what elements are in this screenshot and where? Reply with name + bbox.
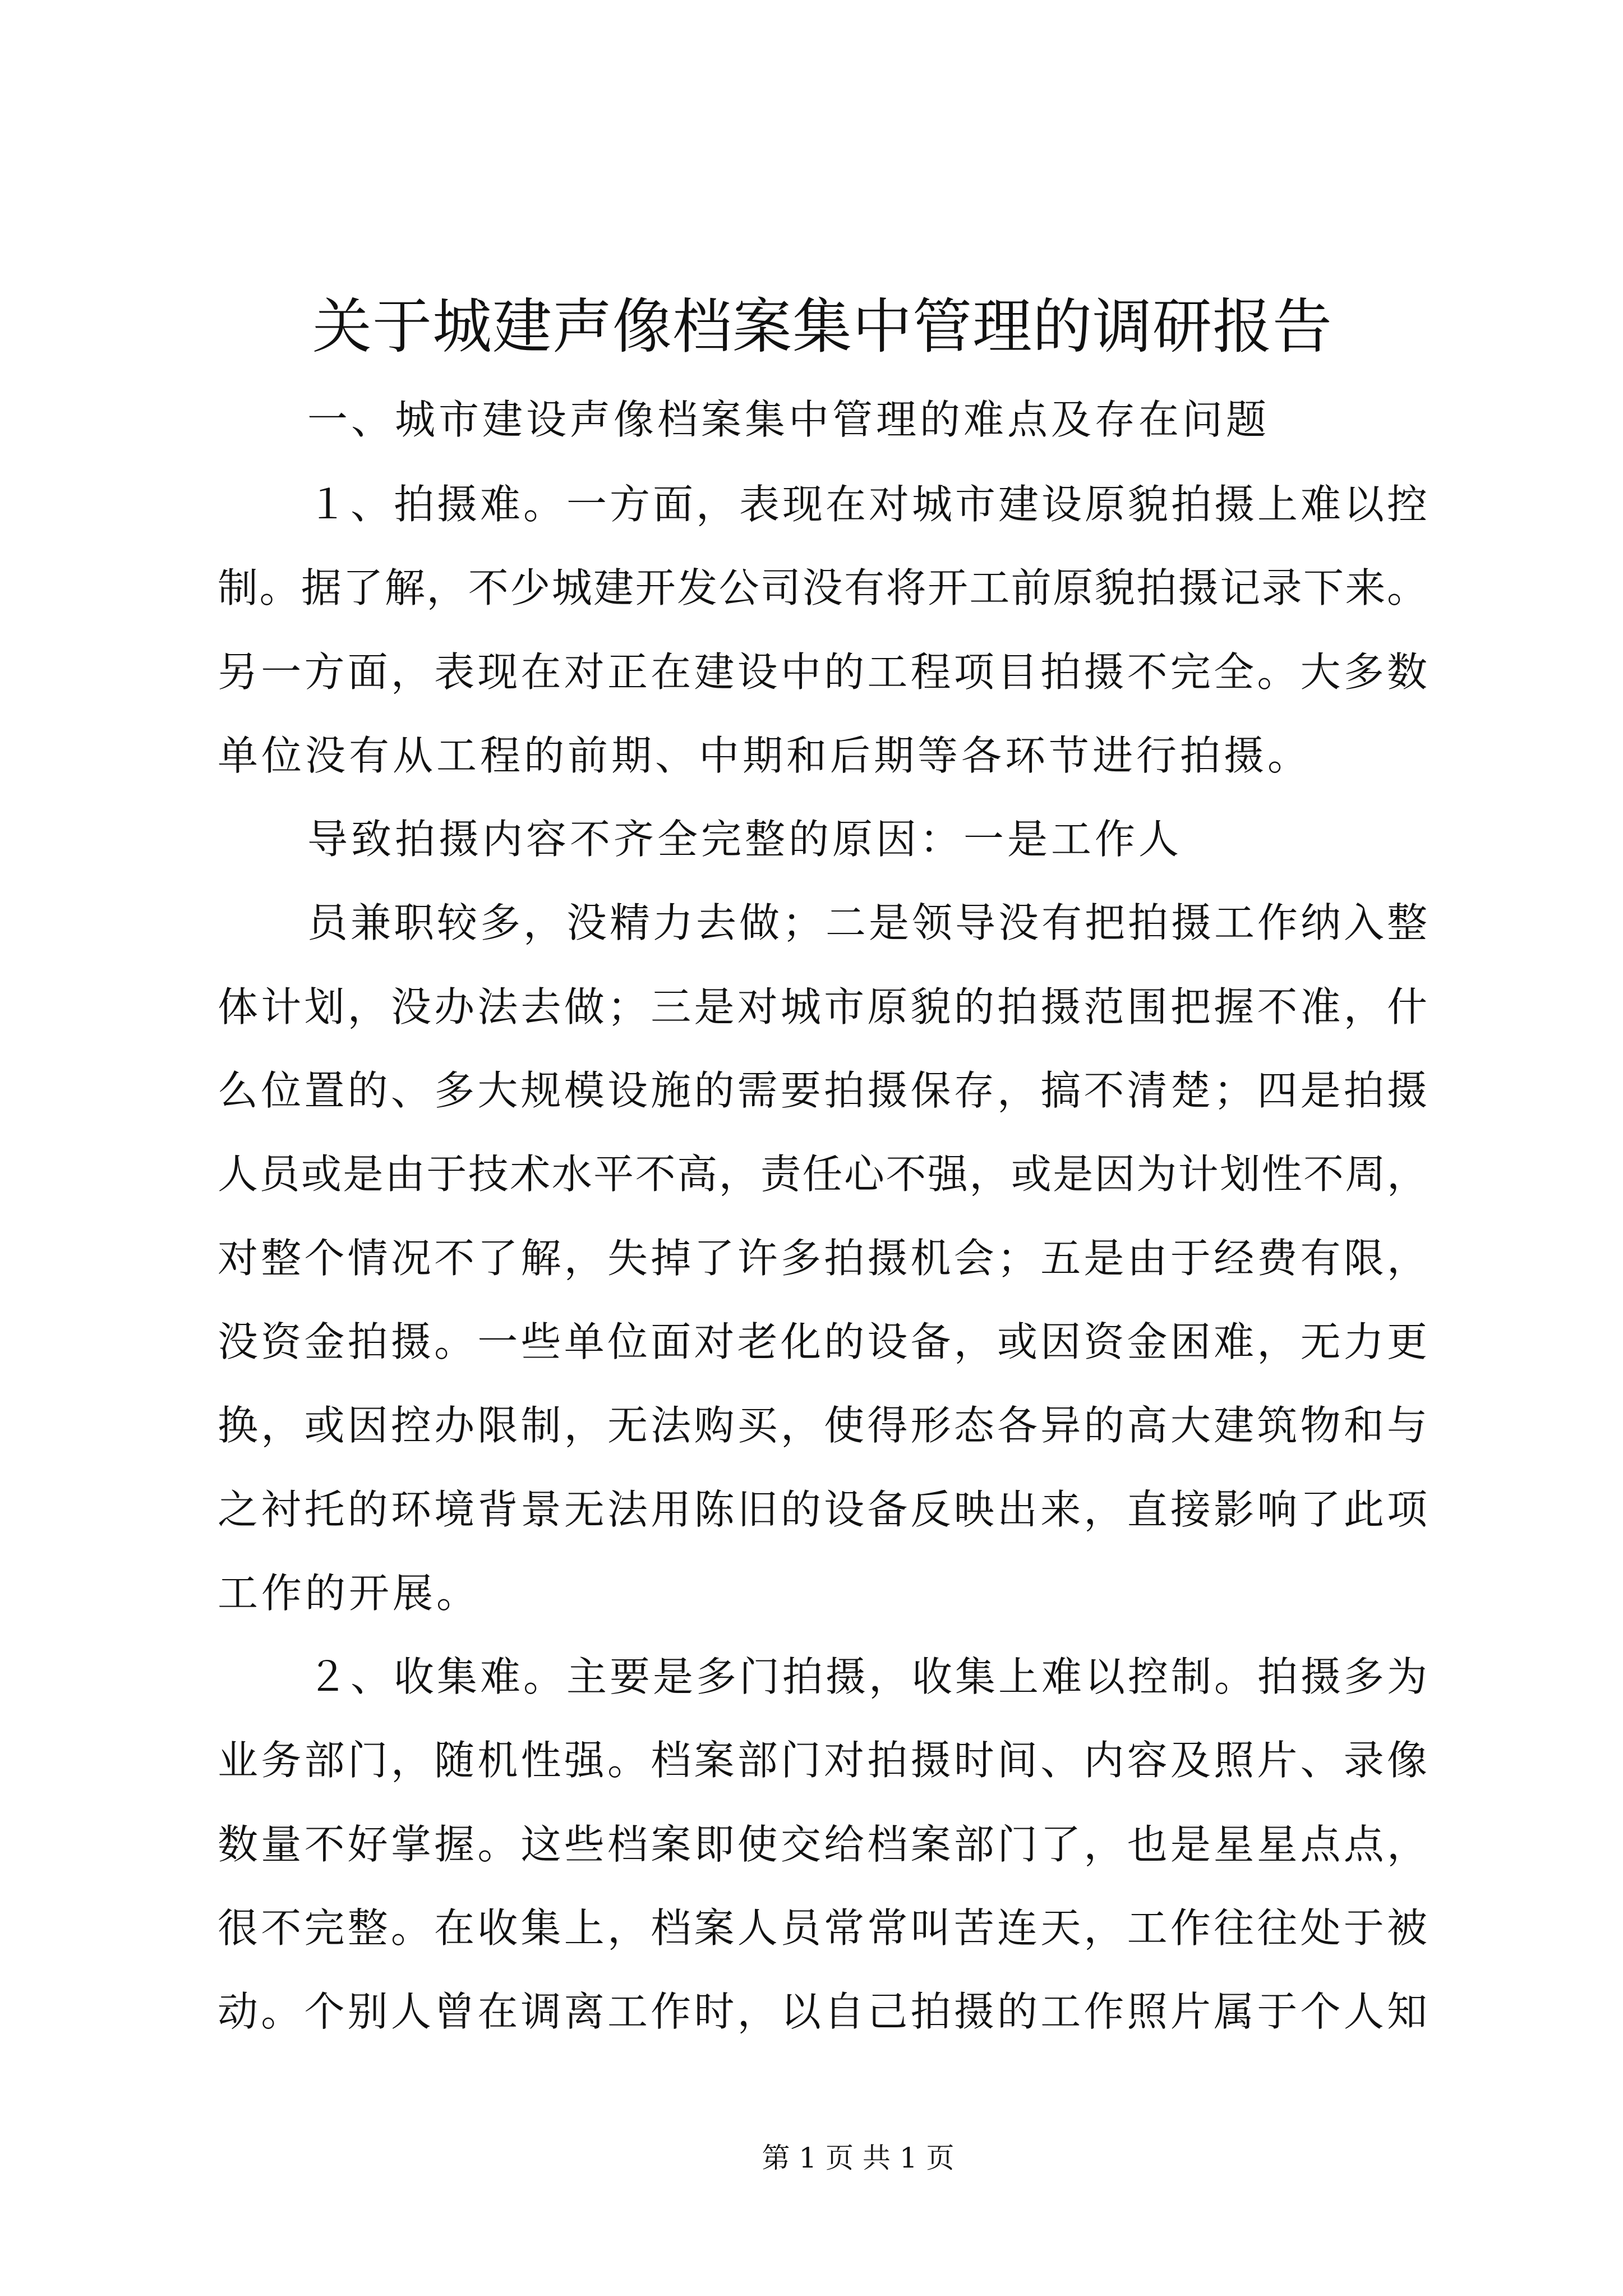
- paragraph-line: 动。个别人曾在调离工作时，以自己拍摄的工作照片属于个人知: [218, 1988, 1427, 2036]
- paragraph-line: 员兼职较多，没精力去做；二是领导没有把拍摄工作纳入整: [307, 899, 1427, 947]
- paragraph-line: 换，或因控办限制，无法购买，使得形态各异的高大建筑物和与: [218, 1402, 1427, 1450]
- document-body: [218, 463, 1427, 2054]
- document-title: 关于城建声像档案集中管理的调研报告: [312, 292, 1332, 361]
- paragraph-line: 之衬托的环境背景无法用陈旧的设备反映出来，直接影响了此项: [218, 1485, 1427, 1533]
- paragraph-line: 体计划，没办法去做；三是对城市原貌的拍摄范围把握不准，什: [218, 983, 1427, 1030]
- paragraph-line: 没资金拍摄。一些单位面对老化的设备，或因资金困难，无力更: [218, 1318, 1427, 1365]
- paragraph-line: 人员或是由于技术水平不高，责任心不强，或是因为计划性不周，: [218, 1151, 1427, 1198]
- page-footer: 第 1 页 共 1 页: [762, 2142, 955, 2174]
- paragraph-line: 么位置的、多大规模设施的需要拍摄保存，搞不清楚；四是拍摄: [218, 1067, 1427, 1115]
- paragraph-line: 导致拍摄内容不齐全完整的原因：一是工作人: [307, 816, 1183, 863]
- paragraph-line: 另一方面，表现在对正在建设中的工程项目拍摄不完全。大多数: [218, 648, 1427, 696]
- paragraph-line: 业务部门，随机性强。档案部门对拍摄时间、内容及照片、录像: [218, 1737, 1427, 1784]
- paragraph-line: 数量不好掌握。这些档案即使交给档案部门了，也是星星点点，: [218, 1820, 1427, 1868]
- section-heading: 一、城市建设声像档案集中管理的难点及存在问题: [307, 396, 1270, 443]
- paragraph-line: １、拍摄难。一方面，表现在对城市建设原貌拍摄上难以控: [307, 481, 1427, 528]
- paragraph-shooting-difficulty: [218, 463, 1427, 798]
- paragraph-line: ２、收集难。主要是多门拍摄，收集上难以控制。拍摄多为: [307, 1653, 1427, 1701]
- paragraph-causes: [218, 881, 1427, 1635]
- paragraph-line: 制。据了解，不少城建开发公司没有将开工前原貌拍摄记录下来。: [218, 564, 1427, 612]
- paragraph-causes-intro: [218, 798, 1427, 881]
- paragraph-line: 单位没有从工程的前期、中期和后期等各环节进行拍摄。: [218, 731, 1312, 779]
- paragraph-line: 很不完整。在收集上，档案人员常常叫苦连天，工作往往处于被: [218, 1904, 1427, 1952]
- paragraph-line: 工作的开展。: [218, 1569, 481, 1617]
- paragraph-line: 对整个情况不了解，失掉了许多拍摄机会；五是由于经费有限，: [218, 1234, 1427, 1282]
- paragraph-collection-difficulty: [218, 1635, 1427, 2054]
